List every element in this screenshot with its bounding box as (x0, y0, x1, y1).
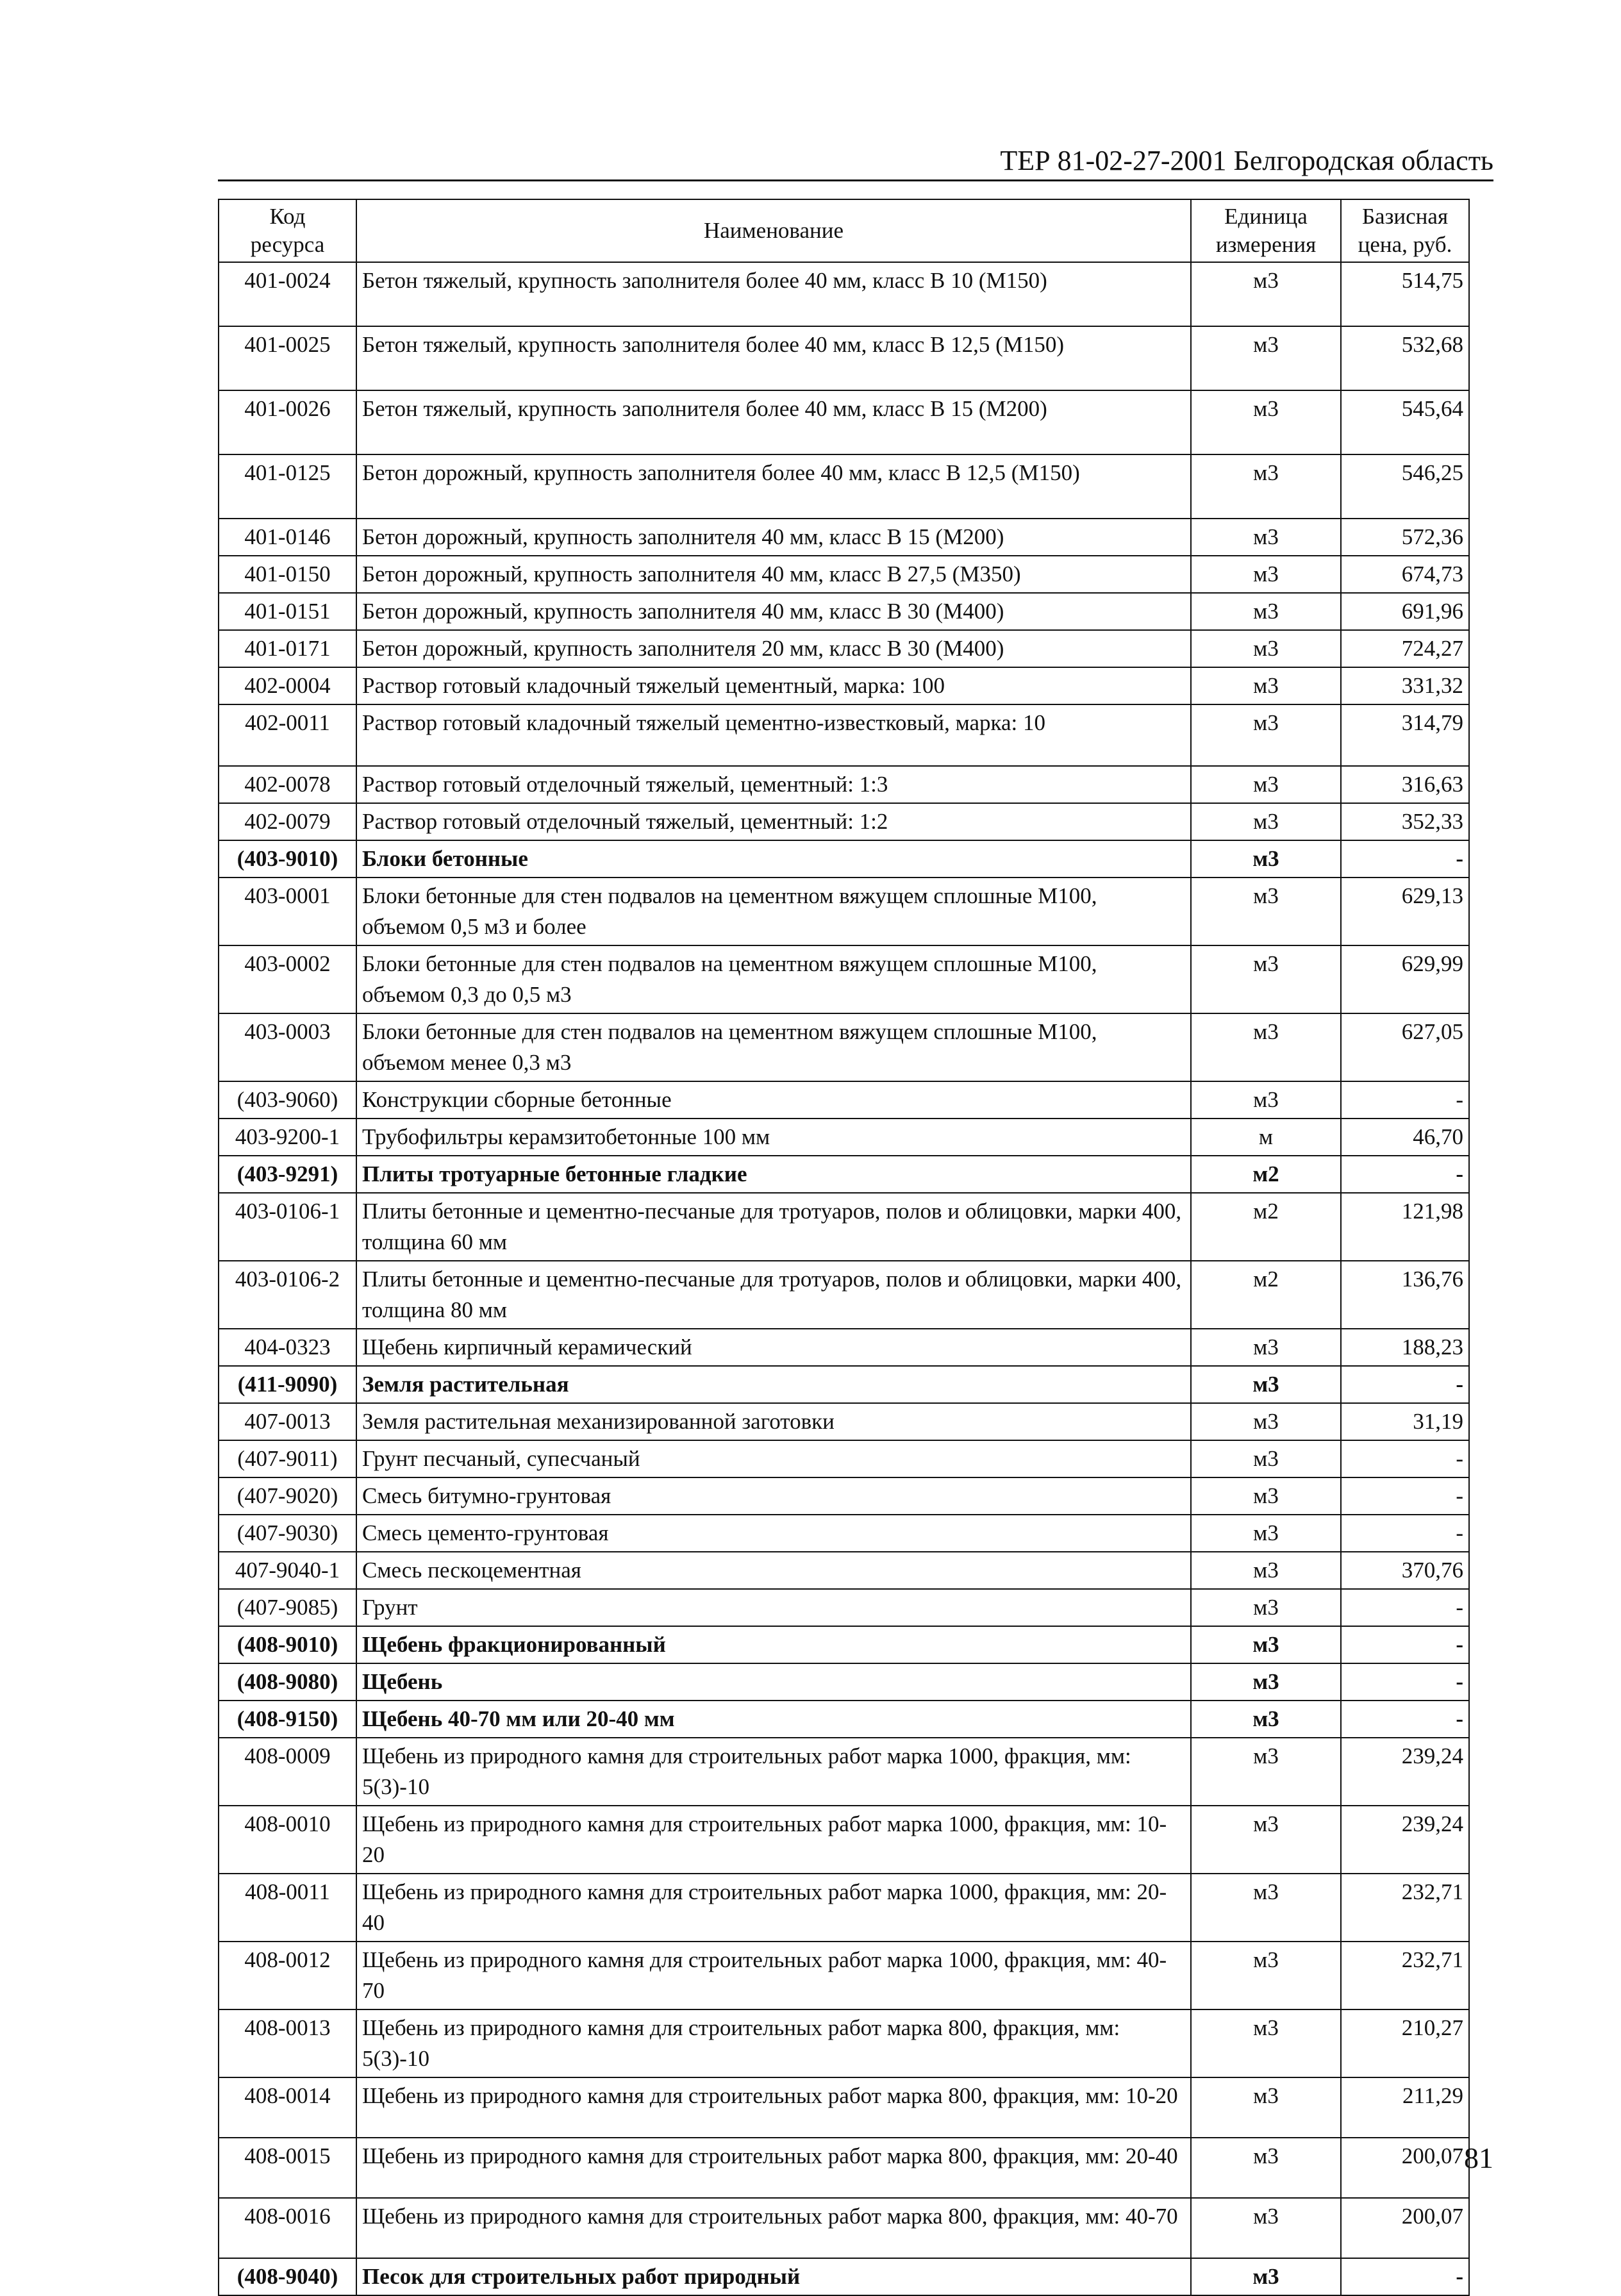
table-row (219, 803, 1469, 840)
table-row (219, 704, 1469, 766)
table-row (219, 1589, 1469, 1626)
cell-price: 331,32 (1341, 667, 1469, 704)
table-row (219, 519, 1469, 556)
cell-name: Земля растительная (356, 1366, 1191, 1403)
cell-code: 403-0106-1 (219, 1193, 356, 1261)
table-row (219, 262, 1469, 326)
table-row (219, 556, 1469, 593)
cell-name: Плиты бетонные и цементно-песчаные для тротуаров, полов и облицовки, марки 400, толщина 60 мм (356, 1193, 1191, 1261)
header-rule (218, 179, 1493, 181)
cell-price: - (1341, 1440, 1469, 1477)
column-header-unit-line2: измерения (1215, 232, 1317, 257)
cell-code: 403-0001 (219, 878, 356, 945)
cell-code: 408-0013 (219, 2009, 356, 2077)
cell-unit: м3 (1191, 1440, 1341, 1477)
cell-name: Щебень из природного камня для строительных работ марка 800, фракция, мм: 40-70 (356, 2198, 1191, 2258)
cell-code: 408-0012 (219, 1942, 356, 2009)
table-row (219, 1942, 1469, 2009)
cell-unit: м3 (1191, 766, 1341, 803)
cell-price: 691,96 (1341, 593, 1469, 630)
cell-name: Смесь битумно-грунтовая (356, 1477, 1191, 1515)
table-row (219, 1663, 1469, 1701)
cell-unit: м3 (1191, 1738, 1341, 1806)
column-header-code-line1: Код (269, 204, 306, 229)
cell-name: Песок для строительных работ природный (356, 2258, 1191, 2295)
cell-code: 402-0011 (219, 704, 356, 766)
cell-price: 136,76 (1341, 1261, 1469, 1329)
cell-unit: м3 (1191, 326, 1341, 390)
table-row (219, 2138, 1469, 2198)
cell-name: Щебень фракционированный (356, 1626, 1191, 1663)
cell-code: (408-9040) (219, 2258, 356, 2295)
cell-name: Щебень из природного камня для строительных работ марка 800, фракция, мм: 5(3)-10 (356, 2009, 1191, 2077)
cell-price: 370,76 (1341, 1552, 1469, 1589)
cell-name: Грунт песчаный, супесчаный (356, 1440, 1191, 1477)
table-row (219, 766, 1469, 803)
column-header-price (1341, 199, 1469, 262)
table-row (219, 1552, 1469, 1589)
cell-unit: м3 (1191, 2198, 1341, 2258)
table-row (219, 390, 1469, 454)
cell-code: 403-9200-1 (219, 1119, 356, 1156)
cell-name: Бетон дорожный, крупность заполнителя 40 мм, класс В 30 (М400) (356, 593, 1191, 630)
cell-price: 314,79 (1341, 704, 1469, 766)
cell-name: Бетон дорожный, крупность заполнителя 20 мм, класс В 30 (М400) (356, 630, 1191, 667)
cell-price: 31,19 (1341, 1403, 1469, 1440)
cell-price: 200,07 (1341, 2198, 1469, 2258)
cell-code: (407-9011) (219, 1440, 356, 1477)
cell-price: 232,71 (1341, 1942, 1469, 2009)
cell-price: 546,25 (1341, 454, 1469, 519)
table-row (219, 1806, 1469, 1874)
cell-unit: м3 (1191, 1515, 1341, 1552)
cell-code: 401-0171 (219, 630, 356, 667)
cell-name: Бетон дорожный, крупность заполнителя 40 мм, класс В 27,5 (М350) (356, 556, 1191, 593)
cell-code: (403-9010) (219, 840, 356, 878)
cell-unit: м3 (1191, 704, 1341, 766)
cell-price: - (1341, 1156, 1469, 1193)
table-row (219, 2077, 1469, 2138)
cell-name: Щебень из природного камня для строительных работ марка 1000, фракция, мм: 20-40 (356, 1874, 1191, 1942)
cell-unit: м3 (1191, 2009, 1341, 2077)
cell-unit: м3 (1191, 1081, 1341, 1119)
cell-name: Щебень (356, 1663, 1191, 1701)
table-row (219, 1261, 1469, 1329)
cell-price: 572,36 (1341, 519, 1469, 556)
cell-unit: м3 (1191, 519, 1341, 556)
cell-code: 408-0014 (219, 2077, 356, 2138)
resource-price-table (218, 199, 1470, 2296)
table-row (219, 878, 1469, 945)
column-header-name: Наименование (356, 199, 1191, 262)
table-row (219, 1403, 1469, 1440)
column-header-unit (1191, 199, 1341, 262)
table-row (219, 945, 1469, 1013)
cell-name: Раствор готовый кладочный тяжелый цементно-известковый, марка: 10 (356, 704, 1191, 766)
table-row (219, 1738, 1469, 1806)
cell-name: Смесь цементо-грунтовая (356, 1515, 1191, 1552)
cell-unit: м3 (1191, 840, 1341, 878)
cell-price: 545,64 (1341, 390, 1469, 454)
cell-unit: м2 (1191, 1156, 1341, 1193)
cell-name: Смесь пескоцементная (356, 1552, 1191, 1589)
cell-name: Плиты бетонные и цементно-песчаные для тротуаров, полов и облицовки, марки 400, толщина 80 мм (356, 1261, 1191, 1329)
table-row (219, 1515, 1469, 1552)
cell-name: Щебень кирпичный керамический (356, 1329, 1191, 1366)
cell-price: 121,98 (1341, 1193, 1469, 1261)
cell-unit: м3 (1191, 667, 1341, 704)
cell-name: Грунт (356, 1589, 1191, 1626)
cell-code: 401-0025 (219, 326, 356, 390)
table-row (219, 1626, 1469, 1663)
table-row (219, 1156, 1469, 1193)
cell-name: Бетон тяжелый, крупность заполнителя более 40 мм, класс В 12,5 (М150) (356, 326, 1191, 390)
cell-code: 402-0004 (219, 667, 356, 704)
cell-price: 724,27 (1341, 630, 1469, 667)
cell-name: Бетон дорожный, крупность заполнителя более 40 мм, класс В 12,5 (М150) (356, 454, 1191, 519)
cell-name: Щебень из природного камня для строительных работ марка 1000, фракция, мм: 5(3)-10 (356, 1738, 1191, 1806)
cell-name: Бетон дорожный, крупность заполнителя 40 мм, класс В 15 (М200) (356, 519, 1191, 556)
cell-name: Раствор готовый отделочный тяжелый, цементный: 1:3 (356, 766, 1191, 803)
cell-code: (408-9010) (219, 1626, 356, 1663)
cell-code: (411-9090) (219, 1366, 356, 1403)
cell-unit: м3 (1191, 1013, 1341, 1081)
cell-price: 46,70 (1341, 1119, 1469, 1156)
cell-price: - (1341, 1701, 1469, 1738)
cell-unit: м3 (1191, 1663, 1341, 1701)
cell-unit: м3 (1191, 556, 1341, 593)
table-row (219, 1440, 1469, 1477)
table-row (219, 1874, 1469, 1942)
cell-code: 403-0106-2 (219, 1261, 356, 1329)
column-header-unit-line1: Единица (1224, 204, 1308, 229)
cell-unit: м3 (1191, 1329, 1341, 1366)
cell-name: Конструкции сборные бетонные (356, 1081, 1191, 1119)
cell-name: Щебень 40-70 мм или 20-40 мм (356, 1701, 1191, 1738)
table-header-row (219, 199, 1469, 262)
cell-code: 401-0151 (219, 593, 356, 630)
table-row (219, 2258, 1469, 2295)
table-row (219, 326, 1469, 390)
cell-price: 629,13 (1341, 878, 1469, 945)
table-body (219, 262, 1469, 2295)
cell-unit: м3 (1191, 630, 1341, 667)
cell-name: Блоки бетонные (356, 840, 1191, 878)
cell-price: 239,24 (1341, 1806, 1469, 1874)
cell-unit: м3 (1191, 454, 1341, 519)
cell-name: Раствор готовый кладочный тяжелый цементный, марка: 100 (356, 667, 1191, 704)
table-row (219, 1193, 1469, 1261)
cell-code: (408-9080) (219, 1663, 356, 1701)
page-number: 81 (1464, 2142, 1493, 2174)
cell-price: 232,71 (1341, 1874, 1469, 1942)
cell-price: 188,23 (1341, 1329, 1469, 1366)
cell-price: - (1341, 1081, 1469, 1119)
table-row (219, 2198, 1469, 2258)
table-row (219, 1329, 1469, 1366)
cell-price: - (1341, 1515, 1469, 1552)
cell-unit: м3 (1191, 1626, 1341, 1663)
cell-code: 403-0002 (219, 945, 356, 1013)
table-row (219, 1701, 1469, 1738)
cell-unit: м2 (1191, 1261, 1341, 1329)
cell-unit: м3 (1191, 878, 1341, 945)
cell-unit: м3 (1191, 1806, 1341, 1874)
cell-price: 532,68 (1341, 326, 1469, 390)
table-row (219, 1081, 1469, 1119)
cell-code: 401-0024 (219, 262, 356, 326)
cell-price: 239,24 (1341, 1738, 1469, 1806)
cell-name: Раствор готовый отделочный тяжелый, цементный: 1:2 (356, 803, 1191, 840)
cell-name: Блоки бетонные для стен подвалов на цементном вяжущем сплошные М100, объемом 0,3 до 0,5 м3 (356, 945, 1191, 1013)
table-row (219, 667, 1469, 704)
table-row (219, 2009, 1469, 2077)
cell-code: 401-0125 (219, 454, 356, 519)
table-row (219, 1477, 1469, 1515)
cell-price: 627,05 (1341, 1013, 1469, 1081)
cell-price: - (1341, 1626, 1469, 1663)
cell-unit: м3 (1191, 2258, 1341, 2295)
cell-name: Земля растительная механизированной заготовки (356, 1403, 1191, 1440)
cell-price: 316,63 (1341, 766, 1469, 803)
table-row (219, 1013, 1469, 1081)
cell-code: 402-0078 (219, 766, 356, 803)
cell-code: 408-0009 (219, 1738, 356, 1806)
cell-code: 408-0016 (219, 2198, 356, 2258)
cell-code: 404-0323 (219, 1329, 356, 1366)
cell-price: - (1341, 2258, 1469, 2295)
cell-unit: м3 (1191, 1589, 1341, 1626)
column-header-price-line2: цена, руб. (1358, 232, 1452, 257)
cell-price: 674,73 (1341, 556, 1469, 593)
cell-unit: м3 (1191, 803, 1341, 840)
cell-unit: м3 (1191, 1552, 1341, 1589)
cell-name: Щебень из природного камня для строительных работ марка 800, фракция, мм: 10-20 (356, 2077, 1191, 2138)
cell-code: 408-0015 (219, 2138, 356, 2198)
cell-unit: м3 (1191, 1366, 1341, 1403)
cell-code: 403-0003 (219, 1013, 356, 1081)
cell-name: Блоки бетонные для стен подвалов на цементном вяжущем сплошные М100, объемом менее 0,3 м3 (356, 1013, 1191, 1081)
cell-unit: м3 (1191, 1403, 1341, 1440)
table-row (219, 1366, 1469, 1403)
cell-unit: м3 (1191, 2138, 1341, 2198)
cell-unit: м3 (1191, 593, 1341, 630)
cell-price: - (1341, 840, 1469, 878)
cell-price: 629,99 (1341, 945, 1469, 1013)
cell-code: (407-9085) (219, 1589, 356, 1626)
cell-unit: м3 (1191, 945, 1341, 1013)
page-header-title: ТЕР 81-02-27-2001 Белгородская область (1000, 145, 1493, 176)
cell-code: 401-0146 (219, 519, 356, 556)
cell-price: 352,33 (1341, 803, 1469, 840)
cell-unit: м3 (1191, 262, 1341, 326)
cell-name: Блоки бетонные для стен подвалов на цементном вяжущем сплошные М100, объемом 0,5 м3 и более (356, 878, 1191, 945)
cell-name: Щебень из природного камня для строительных работ марка 1000, фракция, мм: 40-70 (356, 1942, 1191, 2009)
cell-code: 407-9040-1 (219, 1552, 356, 1589)
cell-price: 200,07 (1341, 2138, 1469, 2198)
cell-name: Бетон тяжелый, крупность заполнителя более 40 мм, класс В 10 (М150) (356, 262, 1191, 326)
cell-name: Трубофильтры керамзитобетонные 100 мм (356, 1119, 1191, 1156)
table-row (219, 1119, 1469, 1156)
cell-code: (408-9150) (219, 1701, 356, 1738)
cell-price: - (1341, 1589, 1469, 1626)
cell-price: 211,29 (1341, 2077, 1469, 2138)
column-header-price-line1: Базисная (1361, 204, 1449, 229)
cell-price: 514,75 (1341, 262, 1469, 326)
cell-name: Щебень из природного камня для строительных работ марка 1000, фракция, мм: 10-20 (356, 1806, 1191, 1874)
cell-code: (403-9060) (219, 1081, 356, 1119)
cell-unit: м3 (1191, 1942, 1341, 2009)
cell-price: - (1341, 1663, 1469, 1701)
cell-unit: м2 (1191, 1193, 1341, 1261)
cell-code: 408-0010 (219, 1806, 356, 1874)
table-row (219, 593, 1469, 630)
table-row (219, 454, 1469, 519)
cell-code: 401-0150 (219, 556, 356, 593)
cell-code: 408-0011 (219, 1874, 356, 1942)
cell-unit: м3 (1191, 2077, 1341, 2138)
cell-price: 210,27 (1341, 2009, 1469, 2077)
cell-name: Щебень из природного камня для строительных работ марка 800, фракция, мм: 20-40 (356, 2138, 1191, 2198)
cell-unit: м3 (1191, 1874, 1341, 1942)
column-header-code (219, 199, 356, 262)
table-row (219, 630, 1469, 667)
cell-unit: м3 (1191, 1701, 1341, 1738)
cell-unit: м3 (1191, 390, 1341, 454)
column-header-code-line2: ресурса (250, 232, 325, 257)
cell-unit: м (1191, 1119, 1341, 1156)
cell-code: (403-9291) (219, 1156, 356, 1193)
cell-code: (407-9020) (219, 1477, 356, 1515)
cell-unit: м3 (1191, 1477, 1341, 1515)
cell-name: Бетон тяжелый, крупность заполнителя более 40 мм, класс В 15 (М200) (356, 390, 1191, 454)
cell-code: 401-0026 (219, 390, 356, 454)
cell-code: 402-0079 (219, 803, 356, 840)
cell-price: - (1341, 1366, 1469, 1403)
cell-code: (407-9030) (219, 1515, 356, 1552)
table-row (219, 840, 1469, 878)
cell-code: 407-0013 (219, 1403, 356, 1440)
cell-price: - (1341, 1477, 1469, 1515)
cell-name: Плиты тротуарные бетонные гладкие (356, 1156, 1191, 1193)
